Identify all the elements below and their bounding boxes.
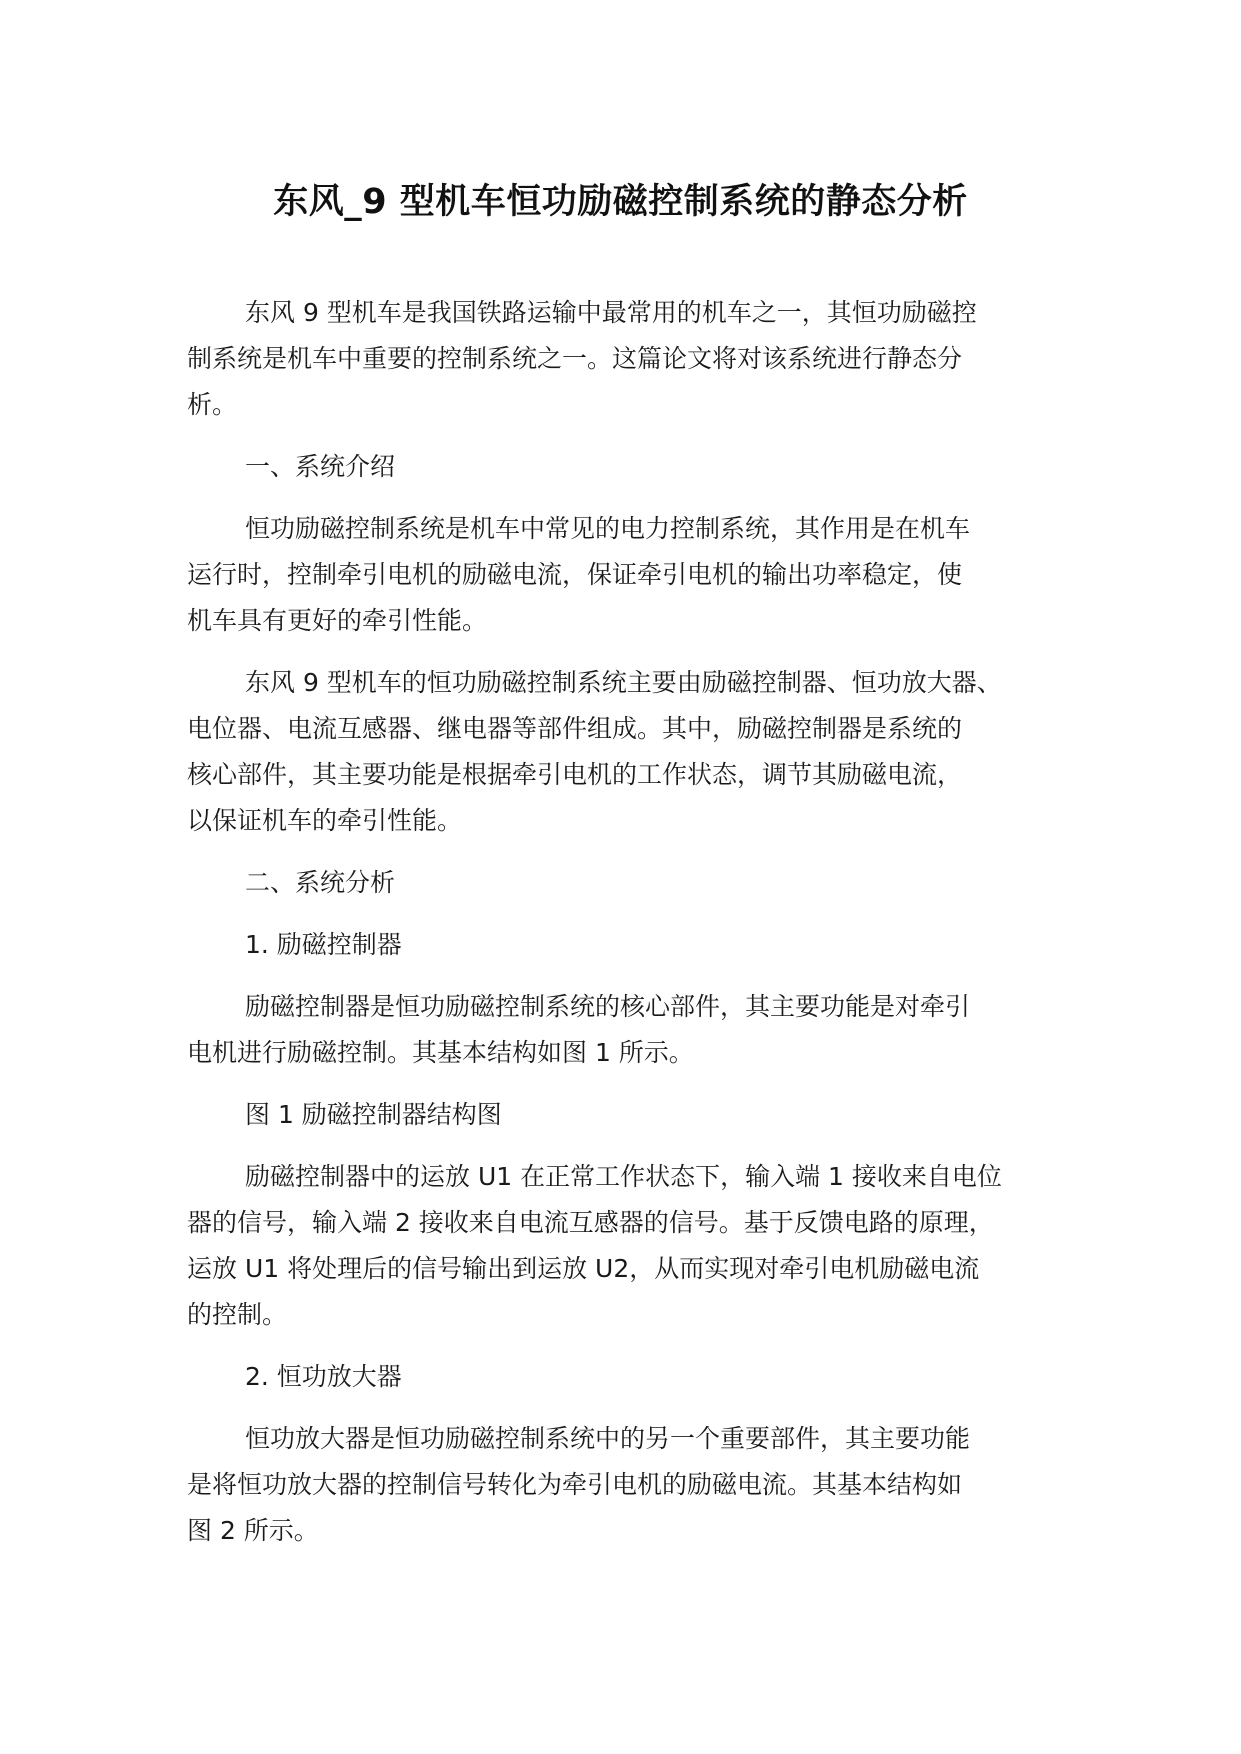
paragraph-line: 制系统是机车中重要的控制系统之一。这篇论文将对该系统进行静态分 xyxy=(187,344,963,373)
paragraph-line: 东风 9 型机车是我国铁路运输中最常用的机车之一，其恒功励磁控 xyxy=(245,298,977,327)
paragraph-line: 电位器、电流互感器、继电器等部件组成。其中，励磁控制器是系统的 xyxy=(187,714,963,743)
paragraph-power-amplifier xyxy=(187,1416,1077,1554)
paragraph-line: 恒功放大器是恒功励磁控制系统中的另一个重要部件，其主要功能 xyxy=(245,1424,971,1453)
paragraph-line: 图 2 所示。 xyxy=(187,1516,319,1545)
paragraph-line: 核心部件，其主要功能是根据牵引电机的工作状态，调节其励磁电流， xyxy=(187,760,963,789)
paragraph-intro xyxy=(187,290,1077,428)
paragraph-line: 以保证机车的牵引性能。 xyxy=(187,806,463,835)
paragraph-line: 是将恒功放大器的控制信号转化为牵引电机的励磁电流。其基本结构如 xyxy=(187,1470,963,1499)
paragraph-line: 运放 U1 将处理后的信号输出到运放 U2，从而实现对牵引电机励磁电流 xyxy=(187,1254,980,1283)
subsection-heading-excitation-controller: 1. 励磁控制器 xyxy=(245,930,402,959)
document-title: 东风_9 型机车恒功励磁控制系统的静态分析 xyxy=(273,182,968,222)
subsection-heading-power-amplifier: 2. 恒功放大器 xyxy=(245,1362,402,1391)
figure-caption-1: 图 1 励磁控制器结构图 xyxy=(245,1100,502,1129)
paragraph-excitation-controller xyxy=(187,984,1077,1076)
paragraph-line: 析。 xyxy=(187,390,238,419)
document-body xyxy=(187,290,1077,1554)
paragraph-line: 运行时，控制牵引电机的励磁电流，保证牵引电机的输出功率稳定，使 xyxy=(187,560,963,589)
paragraph-line: 机车具有更好的牵引性能。 xyxy=(187,606,488,635)
paragraph-line: 东风 9 型机车的恒功励磁控制系统主要由励磁控制器、恒功放大器、 xyxy=(245,668,1002,697)
paragraph-system-purpose xyxy=(187,506,1077,644)
paragraph-opamp xyxy=(187,1154,1077,1338)
paragraph-line: 的控制。 xyxy=(187,1300,288,1329)
section-heading-analysis: 二、系统分析 xyxy=(245,868,396,897)
paragraph-line: 励磁控制器中的运放 U1 在正常工作状态下，输入端 1 接收来自电位 xyxy=(245,1162,1002,1191)
section-heading-intro: 一、系统介绍 xyxy=(245,452,396,481)
paragraph-line: 电机进行励磁控制。其基本结构如图 1 所示。 xyxy=(187,1038,694,1067)
paragraph-system-components xyxy=(187,660,1077,844)
paragraph-line: 器的信号，输入端 2 接收来自电流互感器的信号。基于反馈电路的原理， xyxy=(187,1208,994,1237)
paragraph-line: 励磁控制器是恒功励磁控制系统的核心部件，其主要功能是对牵引 xyxy=(245,992,971,1021)
paragraph-line: 恒功励磁控制系统是机车中常见的电力控制系统，其作用是在机车 xyxy=(245,514,971,543)
